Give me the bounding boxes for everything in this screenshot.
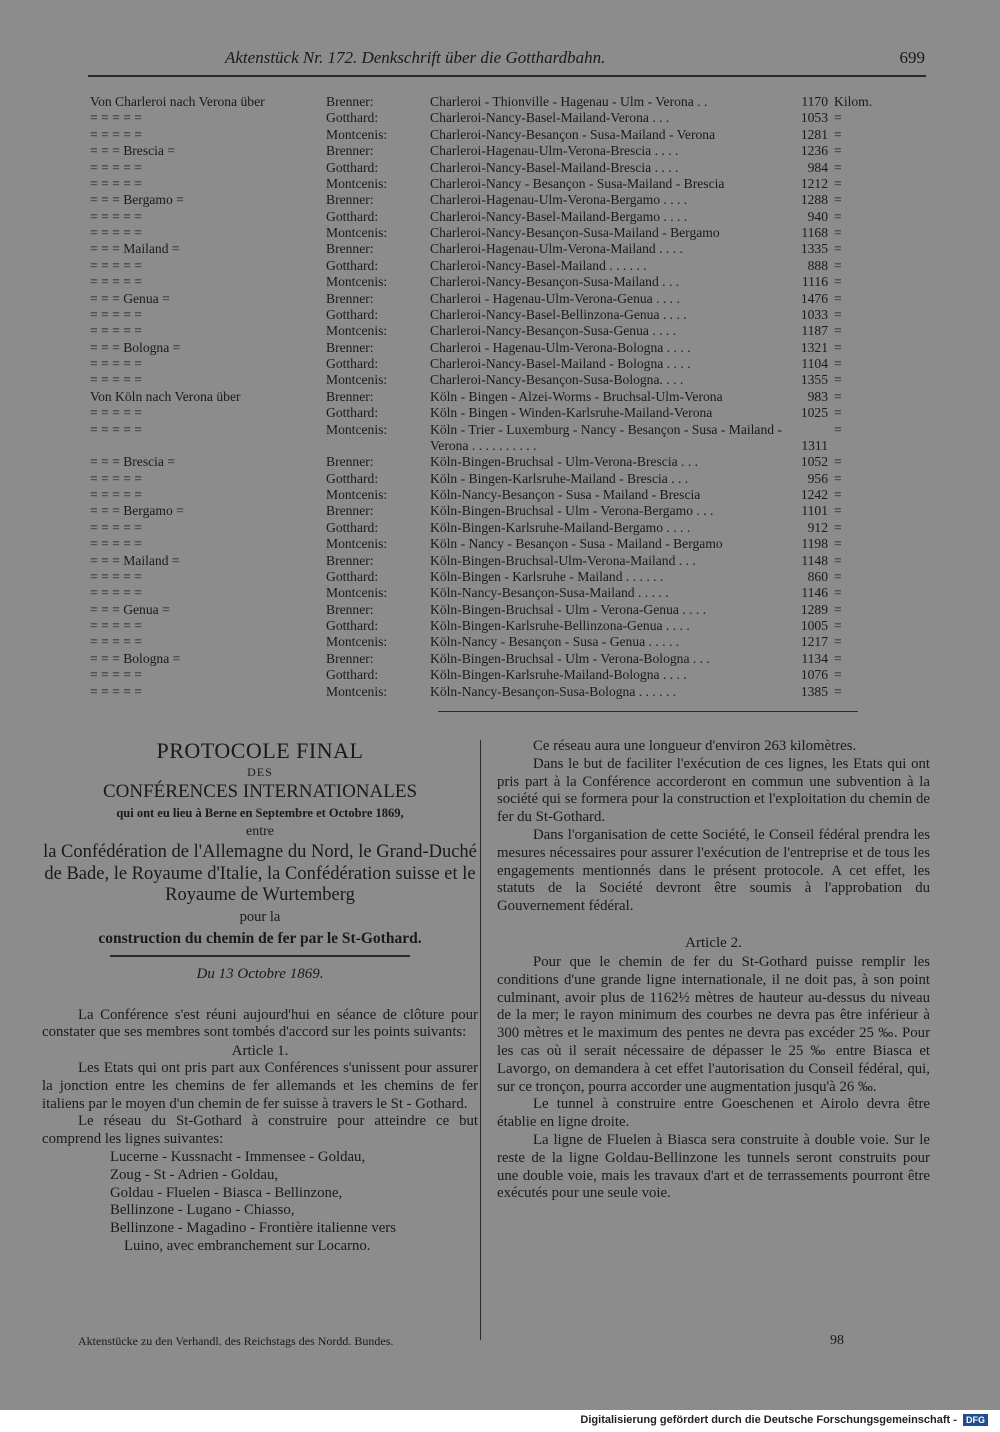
route-unit: = [834,110,842,126]
right-paragraph-1: Ce réseau aura une longueur d'environ 263 kilomètres. [533,738,857,754]
route-origin-destination: = = = Bergamo = [90,192,184,208]
route-row [90,454,880,470]
route-origin-destination: = = = = = [90,667,142,683]
route-unit: = [834,388,842,404]
route-distance: 1170 [801,94,828,109]
route-unit: = [834,683,842,699]
route-via: Brenner: [326,388,374,404]
route-unit: = [834,323,842,339]
protocol-entre: entre [246,824,274,839]
route-path: Charleroi - Hagenau-Ulm-Verona-Bologna . . . . [430,339,691,355]
route-unit: = [834,405,842,421]
route-distance: 860 [807,568,828,584]
route-path: Köln - Trier - Luxemburg - Nancy - Besançon - Susa - Mailand - Verona . . . . . . . . . . [430,421,782,453]
route-origin-destination: = = = = = [90,208,142,224]
route-unit: = [834,356,842,371]
route-distance: 1146 [801,585,828,601]
route-unit: = [834,503,842,519]
route-origin-destination: Von Charleroi nach Verona über [90,94,265,109]
route-unit: = [834,519,842,535]
protocol-pour: pour la [239,908,281,925]
route-path: Köln-Bingen - Karlsruhe - Mailand . . . . . . [430,568,664,584]
article1-paragraph-1: Les Etats qui ont pris part aux Conférences s'unissent pour assurer la jonction entre les chemins de fer allemands et les chemins de fer italiens par le moyen d'un chemin de fer suisse à travers le St - Gothard. [42,1060,478,1112]
route-unit: = [834,552,842,568]
article2-paragraph-2: Le tunnel à construire entre Goeschenen et Airolo devra être établie en ligne droite. [497,1096,930,1131]
route-origin-destination: = = = = = [90,519,142,535]
route-distance: 1212 [800,175,828,191]
route-path: Köln-Nancy - Besançon - Susa - Genua . . . . . [430,634,680,650]
line-item: Lucerne - Kussnacht - Immensee - Goldau, [110,1149,366,1166]
route-path: Charleroi-Nancy-Besançon - Susa-Mailand - Verona [430,126,716,142]
route-distance: 1288 [800,192,828,208]
route-row [90,422,880,455]
route-row [90,307,880,323]
route-unit: = [834,274,842,290]
route-row [90,684,880,700]
route-distance: 956 [807,470,828,486]
route-unit: = [834,372,842,388]
route-unit: = [834,568,842,584]
route-row [90,94,880,110]
route-via: Gotthard: [326,470,379,486]
route-distance: 1025 [800,405,828,421]
route-distance: 1198 [801,536,828,552]
line-item: Goldau - Fluelen - Biasca - Bellinzone, [110,1184,343,1201]
route-row [90,389,880,405]
protocol-parties: la Confédération de l'Allemagne du Nord, le Grand-Duché de Bade, le Royaume d'Italie, la Confédération suisse et le Royaume de Wurtemberg [43,842,477,905]
route-row [90,323,880,339]
route-via: Gotthard: [326,519,379,535]
route-origin-destination: = = = Bologna = [90,339,181,355]
route-via: Montcenis: [326,634,388,650]
route-origin-destination: = = = = = [90,568,142,584]
route-row [90,503,880,519]
route-path: Charleroi - Thionville - Hagenau - Ulm - Verona . . [430,94,708,109]
route-path: Köln-Bingen-Bruchsal - Ulm - Verona-Genua . . . . [430,601,707,617]
route-path: Charleroi-Nancy-Besançon-Susa-Bologna. . . . [430,372,684,388]
route-via: Montcenis: [326,585,388,601]
route-origin-destination: = = = = = [90,159,142,175]
route-path: Köln-Bingen-Bruchsal - Ulm - Verona-Bergamo . . . [430,503,714,519]
route-path: Köln-Bingen-Karlsruhe-Mailand-Bergamo . . . . [430,519,691,535]
route-via: Gotthard: [326,159,379,175]
route-distance: 1217 [800,634,828,650]
route-path: Charleroi-Nancy - Besançon - Susa-Mailand - Brescia [430,175,725,191]
title-rule [110,955,410,957]
route-via: Montcenis: [326,536,388,552]
route-row [90,569,880,585]
article2-paragraph-1: Pour que le chemin de fer du St-Gothard puisse remplir les conditions d'une grande ligne internationale, il ne doit pas, à son point culminant, avoir plus de 1162½ mètres de hauteur au-dessus du niveau de la mer; le rayon minimum des courbes ne devra pas être inférieur à 300 mètres et le maximum des pentes ne devra pas excéder 25 ‰. Pour les cas où il serait nécessaire de dépasser le 25 ‰ entre Biasca et Lavorgo, on demandera à cet effet l'autorisation du Conseil fédéral, qui, sur ce tronçon, pourra accorder une augmentation jusqu'à 26 ‰. [497,953,930,1095]
route-via: Gotthard: [326,405,379,421]
route-via: Montcenis: [326,126,388,142]
route-path: Charleroi-Nancy-Basel-Mailand-Bergamo . . . . [430,208,688,224]
route-origin-destination: = = = = = [90,470,142,486]
route-row [90,291,880,307]
route-unit: = [834,601,842,617]
route-unit: = [834,208,842,224]
route-row [90,241,880,257]
route-distance: 1101 [801,503,828,519]
route-distance: 1168 [801,225,828,240]
line-item: Bellinzone - Magadino - Frontière italienne vers [110,1220,396,1237]
route-row [90,176,880,192]
route-path: Köln-Bingen-Bruchsal - Ulm - Verona-Bologna . . . [430,650,710,666]
route-via: Brenner: [326,94,374,109]
route-row [90,667,880,683]
protocol-held: qui ont eu lieu à Berne en Septembre et Octobre 1869, [116,806,404,820]
route-unit: Kilom. [834,94,873,109]
route-unit: = [834,126,842,142]
route-row [90,192,880,208]
route-via: Montcenis: [326,274,388,290]
route-distance: 912 [807,519,828,535]
route-row [90,225,880,241]
route-row [90,258,880,274]
route-unit: = [834,225,842,240]
route-row [90,618,880,634]
route-row [90,127,880,143]
route-via: Brenner: [326,290,374,306]
signature-number: 98 [830,1333,844,1348]
footer-citation: Aktenstücke zu den Verhandl. des Reichstags des Nordd. Bundes. [78,1334,394,1348]
route-origin-destination: = = = = = [90,257,142,273]
route-distance: 1116 [801,274,828,290]
route-origin-destination: Von Köln nach Verona über [90,388,241,404]
route-path: Charleroi-Hagenau-Ulm-Verona-Bergamo . . . . [430,192,688,208]
route-origin-destination: = = = = = [90,225,142,240]
route-via: Brenner: [326,503,374,519]
left-column [42,738,478,1256]
route-path: Charleroi-Hagenau-Ulm-Verona-Mailand . . . . [430,241,683,257]
route-via: Brenner: [326,454,374,470]
route-row [90,356,880,372]
route-via: Montcenis: [326,487,388,502]
route-row [90,274,880,290]
route-row [90,405,880,421]
route-origin-destination: = = = = = [90,487,142,502]
route-distance: 1355 [800,372,828,388]
route-origin-destination: = = = = = [90,405,142,421]
route-path: Köln - Bingen - Alzei-Worms - Bruchsal-Ulm-Verona [430,388,723,404]
route-path: Köln-Bingen-Karlsruhe-Bellinzona-Genua . . . . [430,618,690,633]
route-unit: = [834,192,842,208]
route-row [90,143,880,159]
article2-paragraph-3: La ligne de Fluelen à Biasca sera construite à double voie. Sur le reste de la ligne Goldau-Bellinzone les tunnels seront construits pour une double voie, mais les travaux d'art et de terrassements pourront être exécutés pour une seule voie. [497,1131,930,1202]
route-path: Köln-Bingen-Bruchsal - Ulm-Verona-Brescia . . . [430,454,699,470]
route-path: Köln - Bingen-Karlsruhe-Mailand - Brescia . . . [430,470,689,486]
route-path: Charleroi-Nancy-Basel-Mailand . . . . . . [430,257,647,273]
route-via: Gotthard: [326,568,379,584]
left-body [42,1007,478,1256]
route-path: Charleroi-Hagenau-Ulm-Verona-Brescia . . . . [430,143,679,159]
route-origin-destination: = = = = = [90,634,142,650]
right-paragraph-3: Dans l'organisation de cette Société, le Conseil fédéral prendra les mesures nécessaires pour assurer l'exécution de l'entreprise et de tous les engagements mentionnés dans le présent protocole. A cet effet, les statuts de la Société devront être soumis à l'approbation du Gouvernement fédéral. [497,826,930,915]
protocol-conferences: CONFÉRENCES INTERNATIONALES [102,781,418,802]
route-distance: 984 [807,159,828,175]
route-path: Charleroi-Nancy-Basel-Mailand-Brescia . . . . [430,159,679,175]
dfg-credit-text: Digitalisierung gefördert durch die Deutsche Forschungsgemeinschaft - [580,1414,957,1426]
route-via: Gotthard: [326,667,379,683]
route-path: Charleroi-Nancy-Basel-Mailand - Bologna . . . . [430,356,691,371]
header-title: Aktenstück Nr. 172. Denkschrift über die Gotthardbahn. [225,48,606,67]
route-unit: = [834,306,842,322]
route-distance: 1242 [800,487,828,502]
route-distance: 1385 [800,683,828,699]
route-origin-destination: = = = = = [90,323,142,339]
route-distance: 940 [807,208,828,224]
route-via: Montcenis: [326,421,388,437]
route-origin-destination: = = = Brescia = [90,454,176,470]
route-origin-destination: = = = Mailand = [90,552,180,568]
route-distance: 1104 [801,356,828,371]
route-path: Köln-Nancy-Besançon-Susa-Mailand . . . . . [430,585,669,601]
protocol-title: PROTOCOLE FINAL [156,738,364,763]
route-origin-destination: = = = = = [90,306,142,322]
route-row [90,110,880,126]
route-unit: = [834,618,842,633]
route-row [90,471,880,487]
dfg-credit-bar [0,1410,1000,1432]
route-origin-destination: = = = Bergamo = [90,503,184,519]
route-distance: 1321 [800,339,828,355]
route-origin-destination: = = = = = [90,126,142,142]
route-path: Charleroi-Nancy-Basel-Mailand-Verona . . . [430,110,670,126]
route-distance: 1076 [800,667,828,683]
route-via: Gotthard: [326,618,379,633]
intro-paragraph: La Conférence s'est réuni aujourd'hui en séance de clôture pour constater que ses membres sont tombés d'accord sur les points suivants: [42,1006,478,1041]
route-distance: 1187 [801,323,828,339]
route-path: Charleroi-Nancy-Besançon-Susa-Genua . . . . [430,323,677,339]
route-row [90,585,880,601]
line-item: Luino, avec embranchement sur Locarno. [124,1238,371,1255]
route-via: Brenner: [326,552,374,568]
route-unit: = [834,634,842,650]
route-unit: = [834,470,842,486]
route-via: Montcenis: [326,225,388,240]
route-path: Köln-Nancy-Besançon - Susa - Mailand - Brescia [430,487,701,502]
route-via: Montcenis: [326,683,388,699]
route-row [90,372,880,388]
route-unit: = [834,159,842,175]
route-via: Brenner: [326,241,374,257]
protocol-date: Du 13 Octobre 1869. [196,965,324,982]
route-via: Brenner: [326,143,374,159]
route-origin-destination: = = = = = [90,618,142,633]
route-unit: = [834,667,842,683]
protocol-des: DES [247,765,273,779]
route-unit: = [834,421,842,437]
route-path: Charleroi - Hagenau-Ulm-Verona-Genua . . . . [430,290,680,306]
route-distance-table [90,94,880,700]
route-row [90,634,880,650]
route-via: Montcenis: [326,372,388,388]
route-unit: = [834,339,842,355]
header-rule [88,75,926,77]
route-origin-destination: = = = = = [90,274,142,290]
route-distance: 1148 [801,552,828,568]
route-path: Charleroi-Nancy-Basel-Bellinzona-Genua . . . . [430,306,687,322]
dfg-credit [580,1414,988,1426]
route-origin-destination: = = = = = [90,683,142,699]
route-unit: = [834,585,842,601]
route-distance: 983 [807,388,828,404]
column-divider [480,740,481,1340]
article2-heading: Article 2. [685,934,742,951]
route-unit: = [834,454,842,470]
route-path: Charleroi-Nancy-Besançon-Susa-Mailand . . . [430,274,680,290]
route-origin-destination: = = = = = [90,110,142,126]
route-distance: 1335 [800,241,828,257]
route-path: Köln-Nancy-Besançon-Susa-Bologna . . . . . . [430,683,677,699]
route-unit: = [834,175,842,191]
section-separator [438,711,858,712]
protocol-construction: construction du chemin de fer par le St-Gothard. [98,929,422,947]
route-path: Köln - Nancy - Besançon - Susa - Mailand - Bergamo [430,536,723,552]
route-distance: 1053 [800,110,828,126]
route-unit: = [834,650,842,666]
right-column [497,738,930,1203]
route-distance: 1052 [800,454,828,470]
route-distance: 1236 [800,143,828,159]
article1-heading: Article 1. [231,1043,289,1060]
route-row [90,602,880,618]
route-path: Köln-Bingen-Bruchsal-Ulm-Verona-Mailand . . . [430,552,696,568]
route-distance: 1311 [801,437,828,453]
route-row [90,209,880,225]
route-via: Gotthard: [326,110,379,126]
route-unit: = [834,257,842,273]
line-item: Zoug - St - Adrien - Goldau, [110,1166,279,1183]
route-origin-destination: = = = = = [90,421,142,437]
route-origin-destination: = = = = = [90,585,142,601]
page-number: 699 [899,48,925,67]
right-paragraph-2: Dans le but de faciliter l'exécution de ces lignes, les Etats qui ont pris part à la Conférence accorderont en commun une subvention à la société qui se formera pour la construction et l'exploitation du chemin de fer du St-Gothard. [497,755,930,826]
route-path: Charleroi-Nancy-Besançon-Susa-Mailand - Bergamo [430,225,720,240]
route-via: Brenner: [326,650,374,666]
route-origin-destination: = = = = = [90,175,142,191]
route-unit: = [834,536,842,552]
route-row [90,520,880,536]
route-via: Gotthard: [326,356,379,371]
route-row [90,651,880,667]
route-via: Brenner: [326,192,374,208]
route-via: Brenner: [326,601,374,617]
route-distance: 1281 [800,126,828,142]
route-origin-destination: = = = = = [90,536,142,552]
route-distance: 1033 [800,306,828,322]
route-origin-destination: = = = = = [90,372,142,388]
route-distance: 1005 [800,618,828,633]
route-row [90,340,880,356]
route-origin-destination: = = = Genua = [90,290,170,306]
route-unit: = [834,487,842,502]
route-distance: 1134 [801,650,828,666]
route-origin-destination: = = = Mailand = [90,241,180,257]
article1-paragraph-2: Le réseau du St-Gothard à construire pour atteindre ce but comprend les lignes suivantes: [42,1113,478,1148]
route-via: Gotthard: [326,306,379,322]
route-origin-destination: = = = Brescia = [90,143,176,159]
line-item: Bellinzone - Lugano - Chiasso, [110,1202,295,1219]
route-distance: 1289 [800,601,828,617]
route-origin-destination: = = = Genua = [90,601,170,617]
route-path: Köln-Bingen-Karlsruhe-Mailand-Bologna . . . . [430,667,687,683]
route-distance: 1476 [800,290,828,306]
route-row [90,487,880,503]
route-path: Köln - Bingen - Winden-Karlsruhe-Mailand-Verona [430,405,713,421]
route-via: Gotthard: [326,257,379,273]
route-unit: = [834,143,842,159]
route-via: Montcenis: [326,175,388,191]
route-row [90,536,880,552]
route-distance: 888 [807,257,828,273]
route-via: Montcenis: [326,323,388,339]
route-via: Brenner: [326,339,374,355]
route-unit: = [834,241,842,257]
route-origin-destination: = = = Bologna = [90,650,181,666]
route-via: Gotthard: [326,208,379,224]
route-unit: = [834,290,842,306]
route-row [90,553,880,569]
dfg-logo: DFG [963,1414,988,1426]
route-origin-destination: = = = = = [90,356,142,371]
route-row [90,160,880,176]
